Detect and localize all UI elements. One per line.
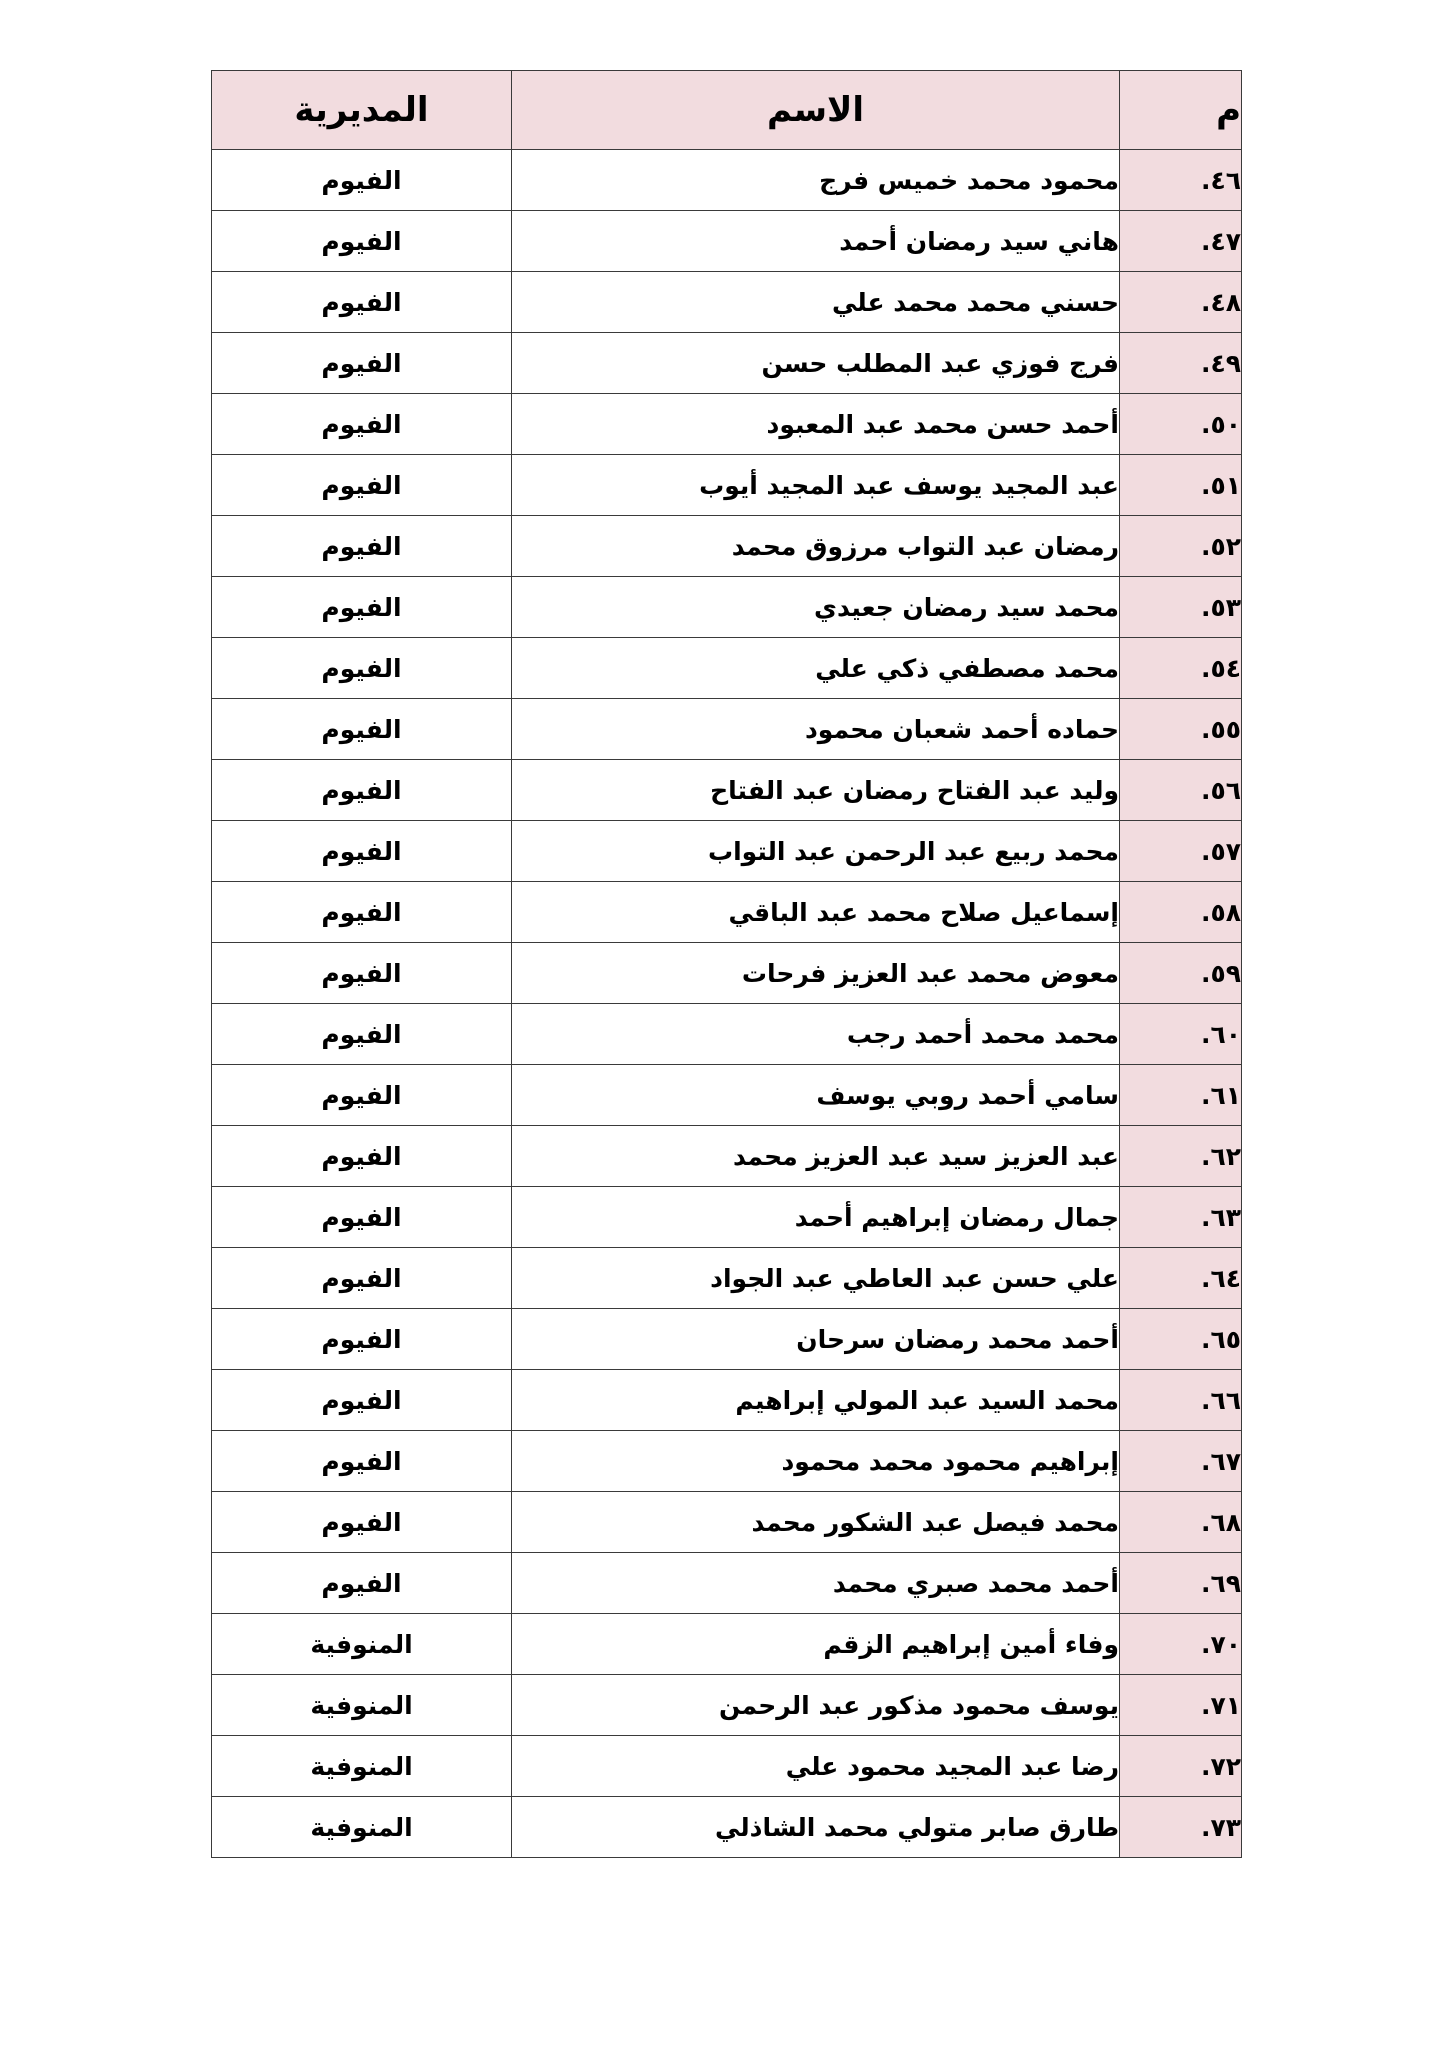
table-row <box>212 150 1242 211</box>
table-body <box>212 150 1242 1858</box>
table-row <box>212 760 1242 821</box>
header-directorate: المديرية <box>212 71 512 150</box>
table-row <box>212 821 1242 882</box>
table-row <box>212 943 1242 1004</box>
row-name: معوض محمد عبد العزيز فرحات <box>512 943 1120 1004</box>
row-number: ٦٩. <box>1120 1553 1242 1614</box>
table-row <box>212 1370 1242 1431</box>
row-number: ٧٣. <box>1120 1797 1242 1858</box>
table-row <box>212 1492 1242 1553</box>
row-directorate: الفيوم <box>212 821 512 882</box>
row-name: حسني محمد محمد علي <box>512 272 1120 333</box>
row-name: رمضان عبد التواب مرزوق محمد <box>512 516 1120 577</box>
row-directorate: الفيوم <box>212 1065 512 1126</box>
row-directorate: الفيوم <box>212 455 512 516</box>
row-directorate: الفيوم <box>212 882 512 943</box>
row-name: محمد محمد أحمد رجب <box>512 1004 1120 1065</box>
row-directorate: الفيوم <box>212 1004 512 1065</box>
row-number: ٥٣. <box>1120 577 1242 638</box>
row-directorate: الفيوم <box>212 1187 512 1248</box>
row-directorate: الفيوم <box>212 1126 512 1187</box>
row-number: ٥٢. <box>1120 516 1242 577</box>
row-name: وليد عبد الفتاح رمضان عبد الفتاح <box>512 760 1120 821</box>
table-row <box>212 699 1242 760</box>
table-row <box>212 1187 1242 1248</box>
table-row <box>212 1065 1242 1126</box>
row-number: ٧٢. <box>1120 1736 1242 1797</box>
row-number: ٥٤. <box>1120 638 1242 699</box>
row-directorate: الفيوم <box>212 699 512 760</box>
row-name: حماده أحمد شعبان محمود <box>512 699 1120 760</box>
row-directorate: الفيوم <box>212 1309 512 1370</box>
row-number: ٥٧. <box>1120 821 1242 882</box>
row-name: طارق صابر متولي محمد الشاذلي <box>512 1797 1120 1858</box>
table-row <box>212 211 1242 272</box>
row-directorate: الفيوم <box>212 577 512 638</box>
row-directorate: الفيوم <box>212 394 512 455</box>
row-directorate: المنوفية <box>212 1675 512 1736</box>
row-number: ٤٧. <box>1120 211 1242 272</box>
row-name: رضا عبد المجيد محمود علي <box>512 1736 1120 1797</box>
row-number: ٧٠. <box>1120 1614 1242 1675</box>
table-row <box>212 1309 1242 1370</box>
row-name: محمد مصطفي ذكي علي <box>512 638 1120 699</box>
table-row <box>212 577 1242 638</box>
row-name: عبد العزيز سيد عبد العزيز محمد <box>512 1126 1120 1187</box>
table-row <box>212 1614 1242 1675</box>
row-number: ٦٠. <box>1120 1004 1242 1065</box>
row-name: محمد ربيع عبد الرحمن عبد التواب <box>512 821 1120 882</box>
row-name: سامي أحمد روبي يوسف <box>512 1065 1120 1126</box>
row-directorate: الفيوم <box>212 1370 512 1431</box>
row-number: ٦٤. <box>1120 1248 1242 1309</box>
table-row <box>212 455 1242 516</box>
row-directorate: المنوفية <box>212 1614 512 1675</box>
header-row <box>212 71 1242 150</box>
row-number: ٦٨. <box>1120 1492 1242 1553</box>
row-number: ٥٥. <box>1120 699 1242 760</box>
header-name: الاسم <box>512 71 1120 150</box>
row-directorate: الفيوم <box>212 333 512 394</box>
table-row <box>212 394 1242 455</box>
table-row <box>212 1797 1242 1858</box>
table-row <box>212 1675 1242 1736</box>
row-name: أحمد حسن محمد عبد المعبود <box>512 394 1120 455</box>
row-number: ٥١. <box>1120 455 1242 516</box>
table-row <box>212 1248 1242 1309</box>
row-directorate: الفيوم <box>212 1492 512 1553</box>
row-directorate: المنوفية <box>212 1736 512 1797</box>
row-number: ٥٦. <box>1120 760 1242 821</box>
table-row <box>212 272 1242 333</box>
row-directorate: المنوفية <box>212 1797 512 1858</box>
header-number: م <box>1120 71 1242 150</box>
row-name: علي حسن عبد العاطي عبد الجواد <box>512 1248 1120 1309</box>
document-page <box>211 70 1241 1858</box>
table-header <box>212 71 1242 150</box>
row-number: ٥٠. <box>1120 394 1242 455</box>
row-number: ٦٧. <box>1120 1431 1242 1492</box>
table-row <box>212 638 1242 699</box>
row-directorate: الفيوم <box>212 638 512 699</box>
row-name: جمال رمضان إبراهيم أحمد <box>512 1187 1120 1248</box>
row-name: هاني سيد رمضان أحمد <box>512 211 1120 272</box>
row-number: ٤٨. <box>1120 272 1242 333</box>
table-row <box>212 1431 1242 1492</box>
row-number: ٦٥. <box>1120 1309 1242 1370</box>
row-directorate: الفيوم <box>212 516 512 577</box>
row-number: ٤٩. <box>1120 333 1242 394</box>
row-directorate: الفيوم <box>212 272 512 333</box>
row-number: ٧١. <box>1120 1675 1242 1736</box>
row-number: ٥٨. <box>1120 882 1242 943</box>
row-number: ٦١. <box>1120 1065 1242 1126</box>
table-row <box>212 1004 1242 1065</box>
row-directorate: الفيوم <box>212 211 512 272</box>
row-number: ٤٦. <box>1120 150 1242 211</box>
row-name: فرج فوزي عبد المطلب حسن <box>512 333 1120 394</box>
row-name: محمود محمد خميس فرج <box>512 150 1120 211</box>
row-number: ٦٦. <box>1120 1370 1242 1431</box>
row-name: محمد فيصل عبد الشكور محمد <box>512 1492 1120 1553</box>
row-name: يوسف محمود مذكور عبد الرحمن <box>512 1675 1120 1736</box>
row-number: ٦٢. <box>1120 1126 1242 1187</box>
names-table <box>211 70 1242 1858</box>
row-number: ٥٩. <box>1120 943 1242 1004</box>
table-row <box>212 1553 1242 1614</box>
row-number: ٦٣. <box>1120 1187 1242 1248</box>
row-directorate: الفيوم <box>212 1431 512 1492</box>
row-name: أحمد محمد رمضان سرحان <box>512 1309 1120 1370</box>
row-directorate: الفيوم <box>212 1553 512 1614</box>
row-name: محمد سيد رمضان جعيدي <box>512 577 1120 638</box>
table-row <box>212 333 1242 394</box>
row-name: محمد السيد عبد المولي إبراهيم <box>512 1370 1120 1431</box>
row-name: إسماعيل صلاح محمد عبد الباقي <box>512 882 1120 943</box>
row-directorate: الفيوم <box>212 760 512 821</box>
table-row <box>212 516 1242 577</box>
row-name: عبد المجيد يوسف عبد المجيد أيوب <box>512 455 1120 516</box>
row-name: وفاء أمين إبراهيم الزقم <box>512 1614 1120 1675</box>
row-directorate: الفيوم <box>212 943 512 1004</box>
row-directorate: الفيوم <box>212 1248 512 1309</box>
row-name: أحمد محمد صبري محمد <box>512 1553 1120 1614</box>
table-row <box>212 1736 1242 1797</box>
row-name: إبراهيم محمود محمد محمود <box>512 1431 1120 1492</box>
row-directorate: الفيوم <box>212 150 512 211</box>
table-row <box>212 882 1242 943</box>
table-row <box>212 1126 1242 1187</box>
